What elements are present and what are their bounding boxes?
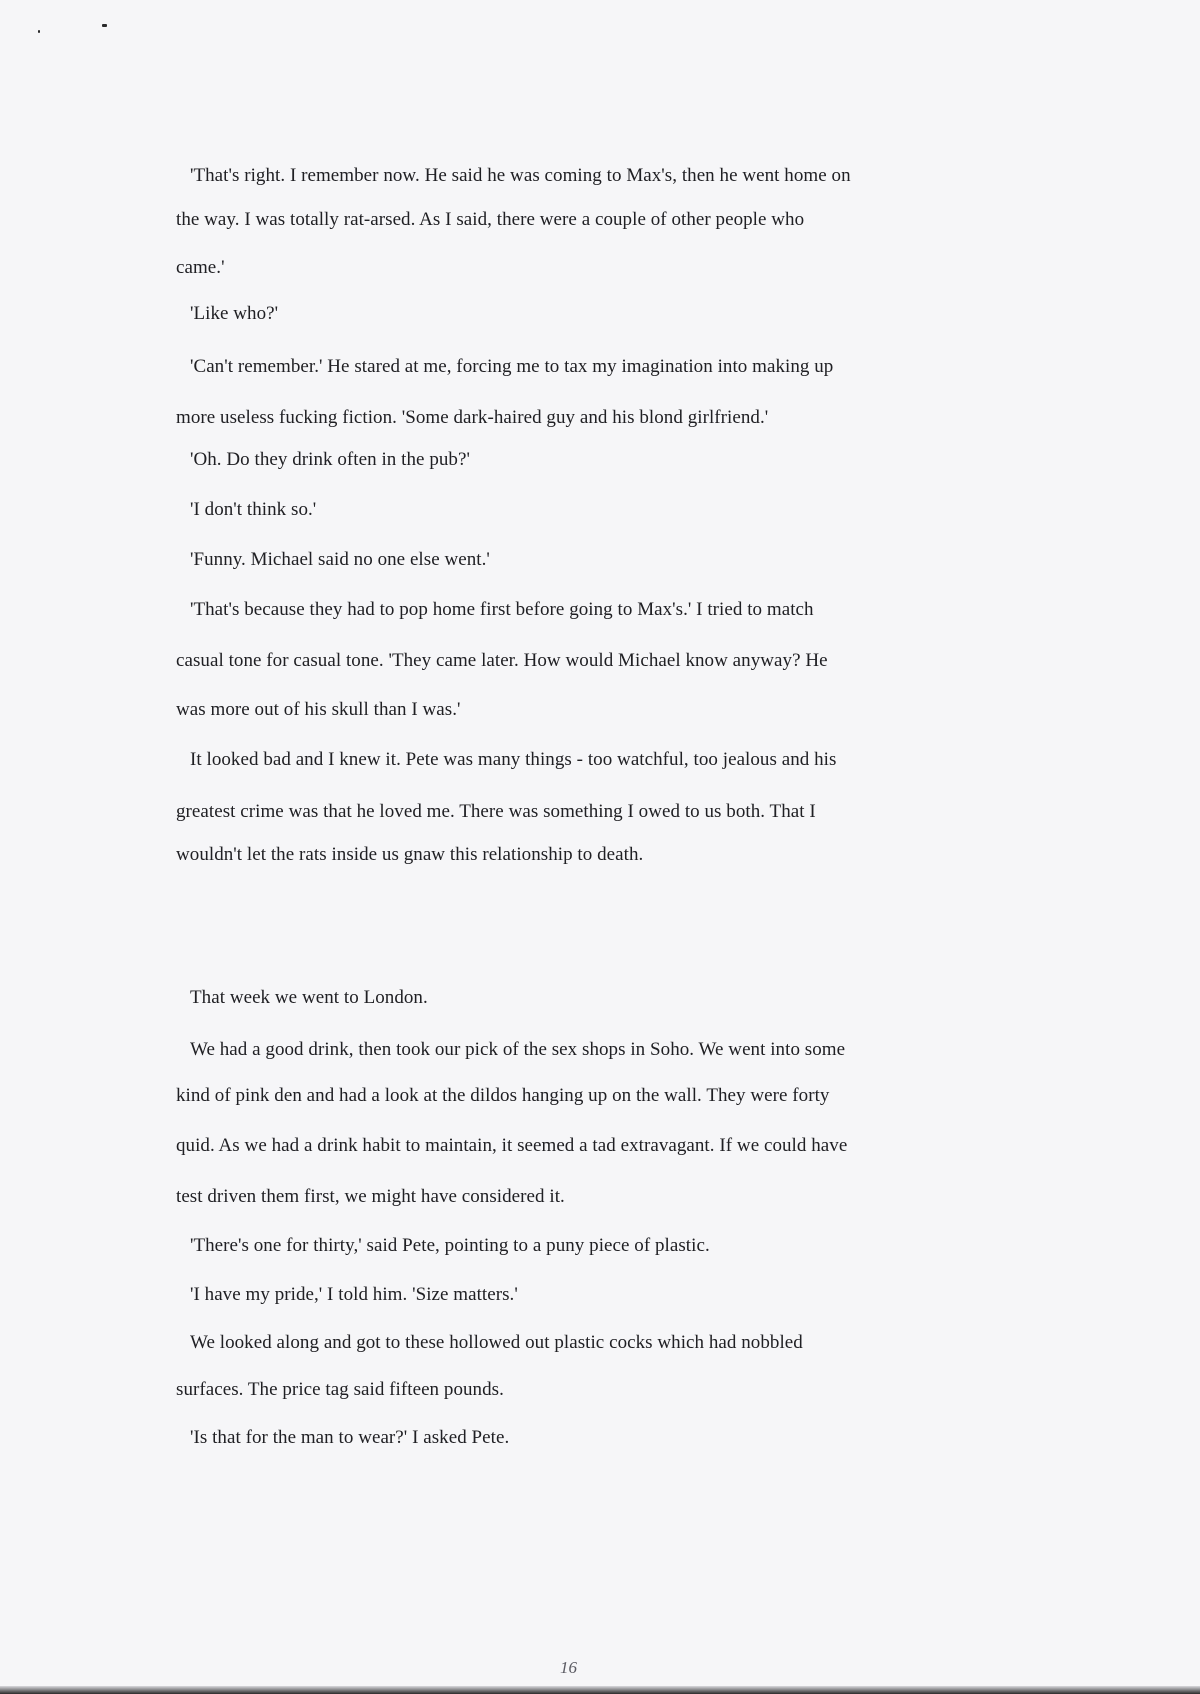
text-line-19: quid. As we had a drink habit to maintain, it seemed a tad extravagant. If we could have: [176, 1135, 848, 1156]
text-line-22: 'I have my pride,' I told him. 'Size matters.': [190, 1284, 518, 1305]
text-line-21: 'There's one for thirty,' said Pete, pointing to a puny piece of plastic.: [190, 1235, 710, 1256]
text-line-13: It looked bad and I knew it. Pete was many things - too watchful, too jealous and his: [190, 749, 837, 770]
text-line-10: 'That's because they had to pop home first before going to Max's.' I tried to match: [190, 599, 814, 620]
text-line-5: 'Can't remember.' He stared at me, forcing me to tax my imagination into making up: [190, 356, 834, 377]
text-line-1: 'That's right. I remember now. He said he was coming to Max's, then he went home on: [190, 165, 851, 186]
text-line-9: 'Funny. Michael said no one else went.': [190, 549, 490, 570]
text-line-7: 'Oh. Do they drink often in the pub?': [190, 449, 470, 470]
text-line-16: That week we went to London.: [190, 987, 428, 1008]
scan-bottom-edge: [0, 1686, 1200, 1694]
text-line-15: wouldn't let the rats inside us gnaw this relationship to death.: [176, 844, 644, 865]
text-line-11: casual tone for casual tone. 'They came later. How would Michael know anyway? He: [176, 650, 828, 671]
text-line-24: surfaces. The price tag said fifteen pounds.: [176, 1379, 504, 1400]
text-line-14: greatest crime was that he loved me. There was something I owed to us both. That I: [176, 801, 816, 822]
text-line-12: was more out of his skull than I was.': [176, 699, 461, 720]
text-line-3: came.': [176, 257, 225, 278]
page-number: 16: [560, 1658, 577, 1677]
text-line-23: We looked along and got to these hollowed out plastic cocks which had nobbled: [190, 1332, 803, 1353]
text-line-4: 'Like who?': [190, 303, 279, 324]
text-line-6: more useless fucking fiction. 'Some dark-haired guy and his blond girlfriend.': [176, 407, 769, 428]
text-line-25: 'Is that for the man to wear?' I asked Pete.: [190, 1427, 510, 1448]
scan-specks: [38, 22, 118, 38]
speck: [102, 24, 107, 27]
text-line-18: kind of pink den and had a look at the dildos hanging up on the wall. They were forty: [176, 1085, 830, 1106]
speck: [38, 30, 40, 33]
text-line-20: test driven them first, we might have considered it.: [176, 1186, 565, 1207]
text-line-2: the way. I was totally rat-arsed. As I said, there were a couple of other people who: [176, 209, 805, 230]
text-line-17: We had a good drink, then took our pick of the sex shops in Soho. We went into some: [190, 1039, 846, 1060]
text-line-8: 'I don't think so.': [190, 499, 317, 520]
